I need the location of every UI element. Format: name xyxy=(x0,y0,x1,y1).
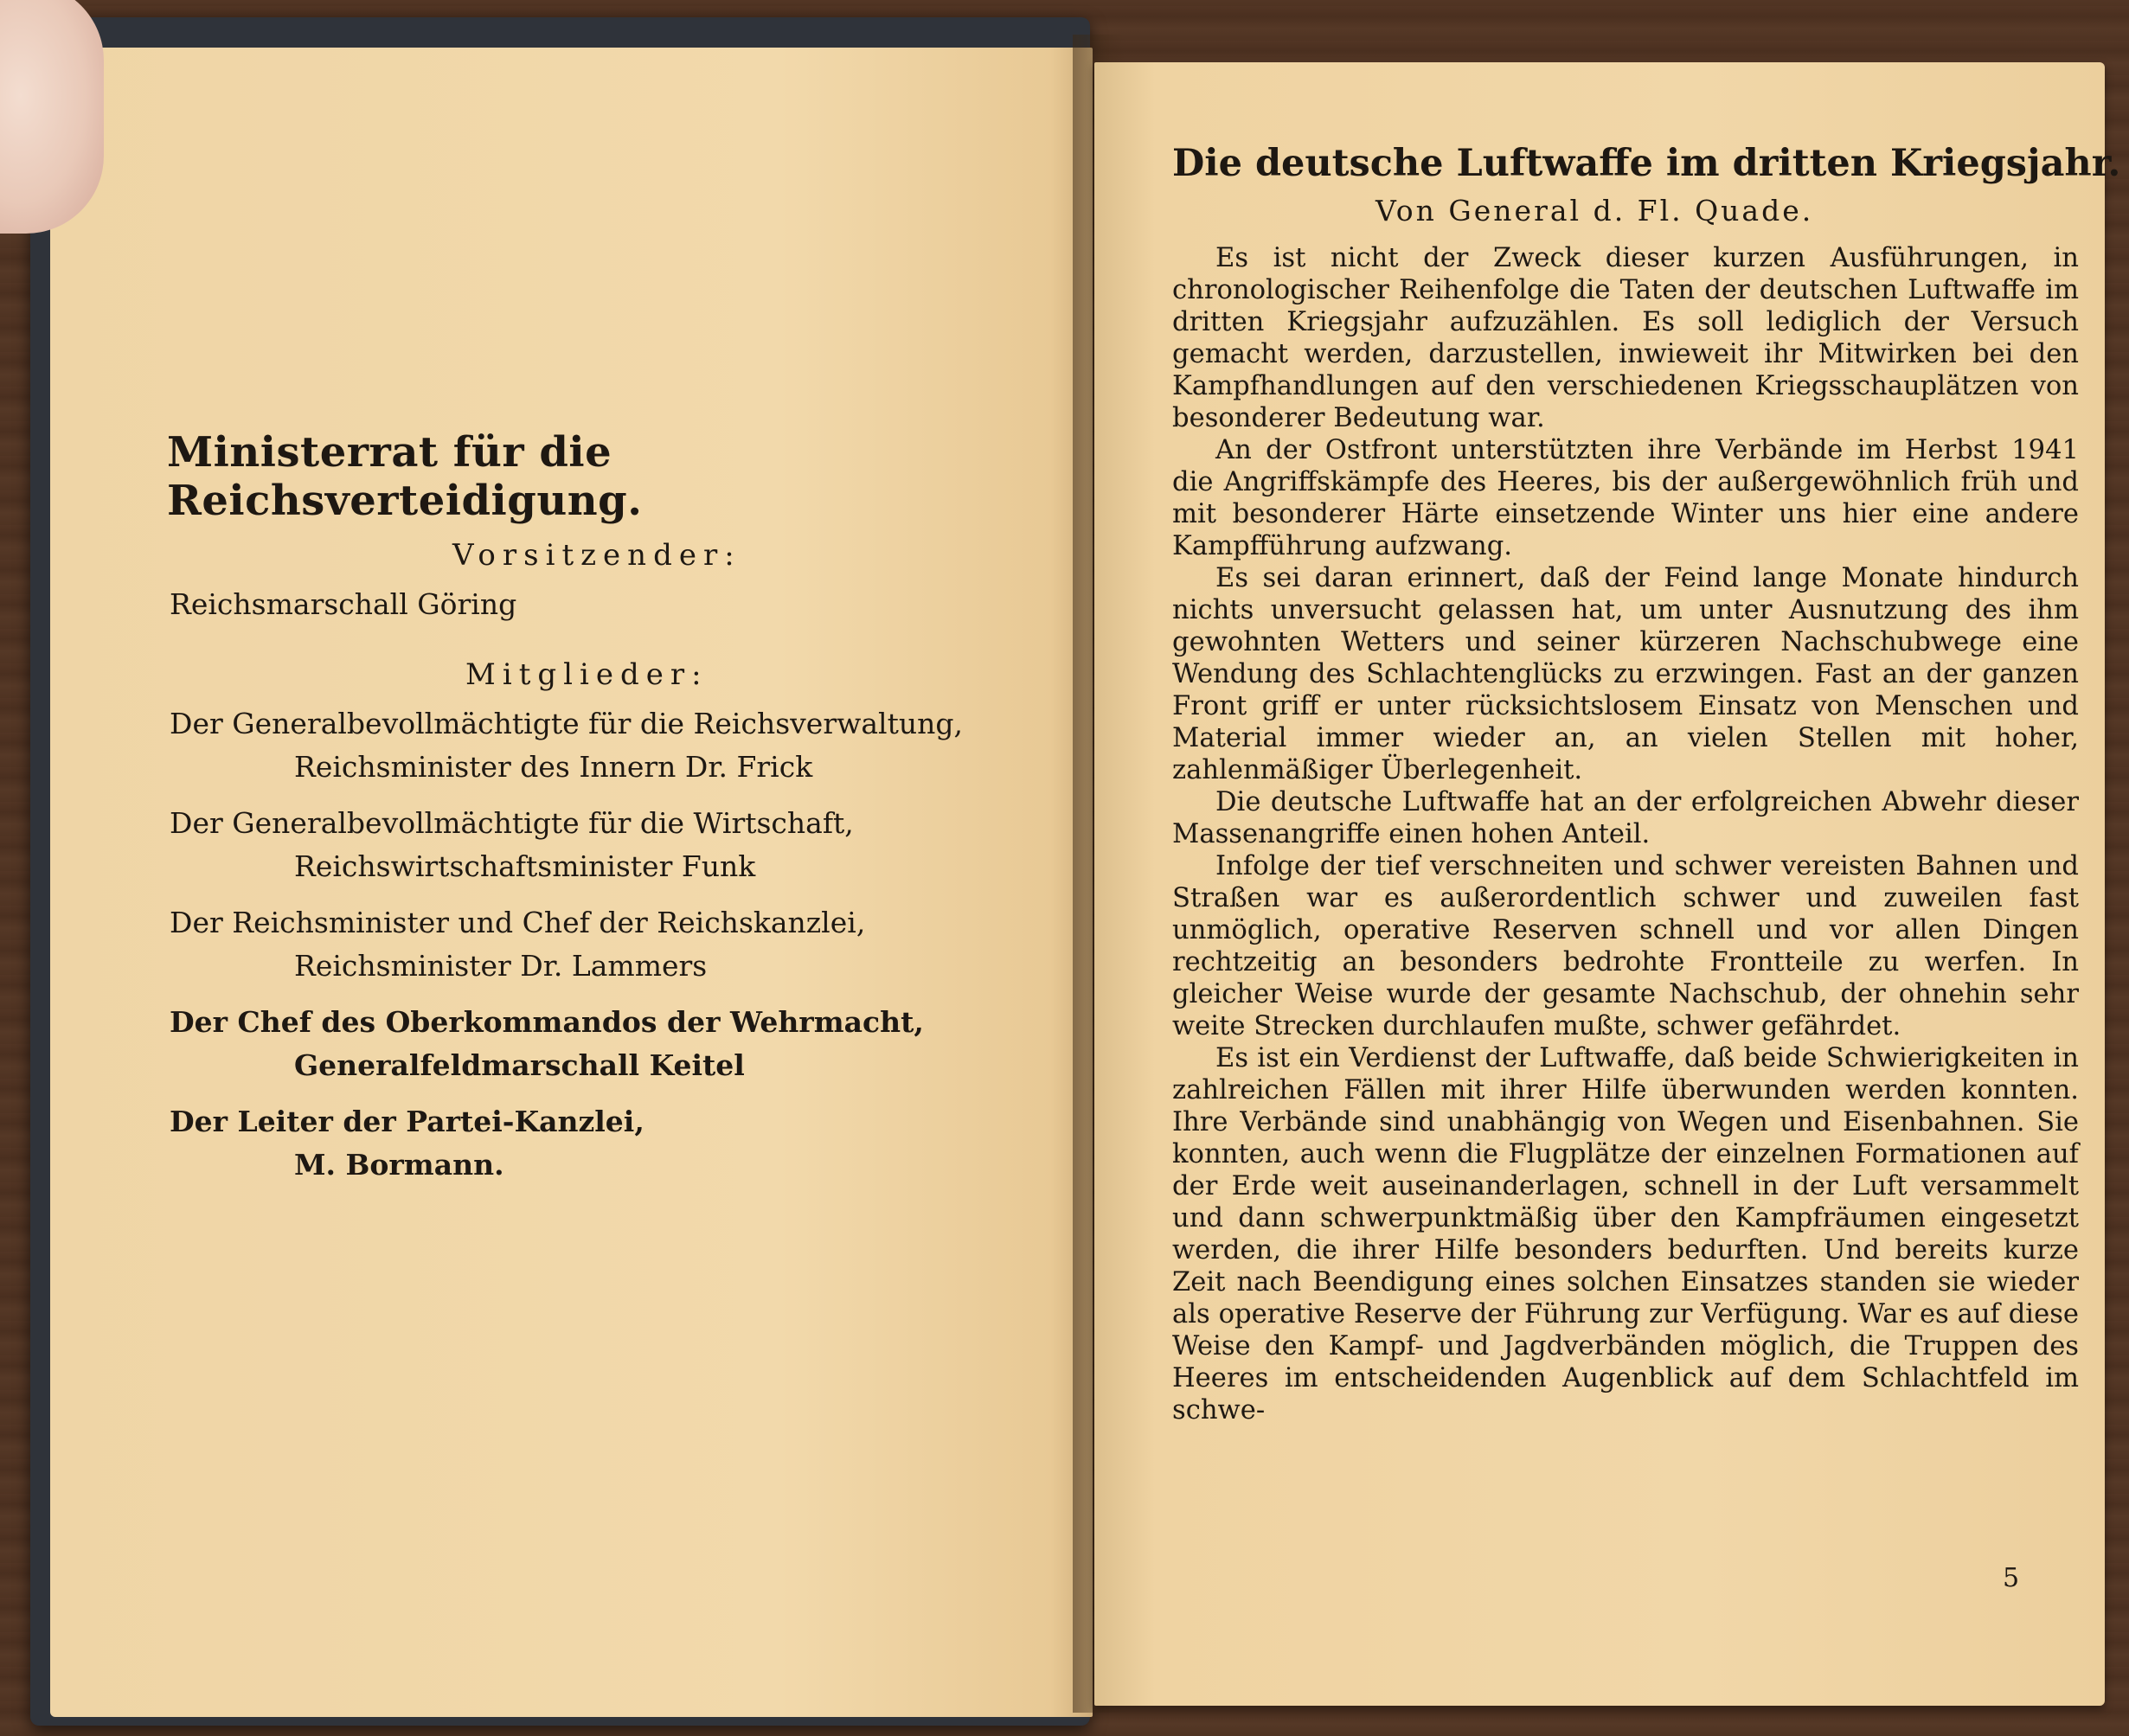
member-name: Generalfeldmarschall Keitel xyxy=(294,1048,745,1082)
article-author: Von General d. Fl. Quade. xyxy=(1376,194,1814,227)
member-role: Der Leiter der Partei-Kanzlei, xyxy=(170,1105,644,1138)
members-label: Mitglieder: xyxy=(465,657,709,692)
article-paragraph: Es sei daran erinnert, daß der Feind lange Monate hindurch nichts unversucht gelassen hat, um unter Ausnutzung des ihm gewohnten Wetters und seiner kürzeren Nachschubwege eine Wendung des Schlachtenglücks zu erzwingen. Fast an der ganzen Front griff er unter rücksichtslosem Einsatz von Menschen und Material immer wieder an, an vielen Stellen mit hoher, zahlenmäßiger Überlegenheit. xyxy=(1172,563,2079,785)
member-name: M. Bormann. xyxy=(294,1148,504,1182)
article-paragraph: Es ist nicht der Zweck dieser kurzen Ausführungen, in chronologischer Reihenfolge die Taten der deutschen Luftwaffe im dritten Kriegsjahr aufzuzählen. Es soll lediglich der Versuch gemacht werden, darzustellen, inwieweit ihr Mitwirken bei den Kampfhandlungen auf den verschiedenen Kriegsschauplätzen von besonderer Bedeutung war. xyxy=(1172,243,2079,433)
thumb xyxy=(0,0,104,234)
article-paragraph: An der Ostfront unterstützten ihre Verbände im Herbst 1941 die Angriffskämpfe des Heeres, bis der außergewöhnlich früh und mit besonderer Härte einsetzende Winter uns hier eine andere Kampfführung aufzwang. xyxy=(1172,435,2079,561)
member-role: Der Reichsminister und Chef der Reichskanzlei, xyxy=(170,906,866,939)
member-name: Reichsminister Dr. Lammers xyxy=(294,949,708,983)
member-name: Reichswirtschaftsminister Funk xyxy=(294,849,756,883)
member-role: Der Generalbevollmächtigte für die Reichsverwaltung, xyxy=(170,707,963,740)
article-paragraph: Die deutsche Luftwaffe hat an der erfolgreichen Abwehr dieser Massenangriffe einen hohen Anteil. xyxy=(1172,787,2079,849)
article-body xyxy=(1172,242,2079,1426)
chair-name: Reichsmarschall Göring xyxy=(170,587,517,621)
member-role: Der Generalbevollmächtigte für die Wirtschaft, xyxy=(170,806,854,840)
article-paragraph: Infolge der tief verschneiten und schwer vereisten Bahnen und Straßen war es außerordentlich schwer und zuweilen fast unmöglich, operative Reserven schnell und vor allen Dingen rechtzeitig an besonders bedrohte Frontteile zu werfen. In gleicher Weise wurde der gesamte Nachschub, der ohnehin sehr weite Strecken durchlaufen mußte, schwer gefährdet. xyxy=(1172,851,2079,1041)
chair-label: Vorsitzender: xyxy=(452,538,741,573)
member-role: Der Chef des Oberkommandos der Wehrmacht, xyxy=(170,1005,924,1039)
article-paragraph: Es ist ein Verdienst der Luftwaffe, daß beide Schwierigkeiten in zahlreichen Fällen mit ihrer Hilfe überwunden werden konnten. Ihre Verbände sind unabhängig von Wegen und Eisenbahnen. Sie konnten, auch wenn die Flugplätze der einzelnen Formationen auf der Erde weit auseinanderlagen, schnell in der Luft versammelt und dann schwerpunktmäßig über den Kampfräumen eingesetzt werden, die ihrer Hilfe besonders bedurften. Und bereits kurze Zeit nach Beendigung eines solchen Einsatzes standen sie wieder als operative Reserve der Führung zur Verfügung. War es auf diese Weise den Kampf- und Jagdverbänden möglich, die Truppen des Heeres im entscheidenden Augenblick auf dem Schlachtfeld im schwe- xyxy=(1172,1043,2079,1425)
article-title: Die deutsche Luftwaffe im dritten Kriegsjahr. xyxy=(1172,142,2121,185)
page-number: 5 xyxy=(2003,1563,2020,1593)
left-page xyxy=(50,48,1093,1717)
member-name: Reichsminister des Innern Dr. Frick xyxy=(294,750,813,784)
left-page-heading: Ministerrat für die Reichsverteidigung. xyxy=(167,428,643,525)
right-page xyxy=(1094,62,2121,1706)
